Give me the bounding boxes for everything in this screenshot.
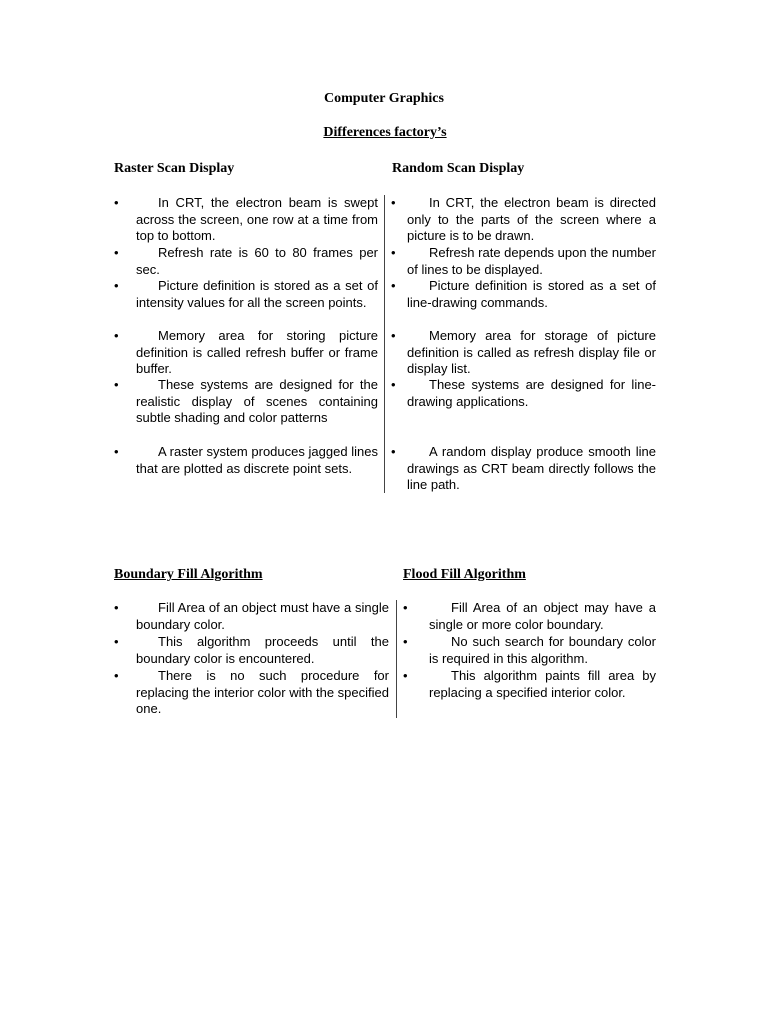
bullet-marker: • <box>391 245 396 260</box>
list-item: Refresh rate is 60 to 80 frames per sec. <box>136 245 378 277</box>
flood-fill-heading: Flood Fill Algorithm <box>403 567 526 582</box>
column-divider <box>384 195 385 493</box>
list-item: These systems are designed for line-drawing applications. <box>407 377 656 409</box>
list-item: Fill Area of an object must have a single boundary color. <box>136 600 389 632</box>
page-title: Computer Graphics <box>324 91 444 106</box>
bullet-marker: • <box>114 668 119 683</box>
bullet-marker: • <box>114 195 119 210</box>
bullet-marker: • <box>114 444 119 459</box>
bullet-marker: • <box>114 328 119 343</box>
list-item: Memory area for storage of picture definition is called as refresh display file or display list. <box>407 328 656 376</box>
list-item: A raster system produces jagged lines that are plotted as discrete point sets. <box>136 444 378 476</box>
list-item: Refresh rate depends upon the number of lines to be displayed. <box>407 245 656 277</box>
bullet-marker: • <box>114 600 119 615</box>
list-item: In CRT, the electron beam is directed only to the parts of the screen where a picture is to be drawn. <box>407 195 656 243</box>
list-item: No such search for boundary color is required in this algorithm. <box>429 634 656 666</box>
bullet-marker: • <box>114 278 119 293</box>
list-item: This algorithm paints fill area by replacing a specified interior color. <box>429 668 656 700</box>
bullet-marker: • <box>391 195 396 210</box>
bullet-marker: • <box>391 328 396 343</box>
column-divider <box>396 600 397 718</box>
list-item: Memory area for storing picture definition is called refresh buffer or frame buffer. <box>136 328 378 376</box>
list-item: In CRT, the electron beam is swept across the screen, one row at a time from top to bottom. <box>136 195 378 243</box>
list-item: There is no such procedure for replacing the interior color with the specified one. <box>136 668 389 716</box>
bullet-marker: • <box>114 634 119 649</box>
list-item: Picture definition is stored as a set of intensity values for all the screen points. <box>136 278 378 310</box>
bullet-marker: • <box>114 377 119 392</box>
bullet-marker: • <box>403 634 408 649</box>
list-item: Fill Area of an object may have a single or more color boundary. <box>429 600 656 632</box>
list-item: A random display produce smooth line drawings as CRT beam directly follows the line path. <box>407 444 656 492</box>
list-item: These systems are designed for the realistic display of scenes containing subtle shading and color patterns <box>136 377 378 425</box>
random-scan-heading: Random Scan Display <box>392 161 525 176</box>
raster-scan-heading: Raster Scan Display <box>114 161 235 176</box>
bullet-marker: • <box>403 600 408 615</box>
bullet-marker: • <box>114 245 119 260</box>
bullet-marker: • <box>391 444 396 459</box>
boundary-fill-heading: Boundary Fill Algorithm <box>114 567 263 582</box>
bullet-marker: • <box>403 668 408 683</box>
bullet-marker: • <box>391 278 396 293</box>
list-item: This algorithm proceeds until the boundary color is encountered. <box>136 634 389 666</box>
page-subtitle: Differences factory’s <box>323 125 447 140</box>
list-item: Picture definition is stored as a set of line-drawing commands. <box>407 278 656 310</box>
bullet-marker: • <box>391 377 396 392</box>
